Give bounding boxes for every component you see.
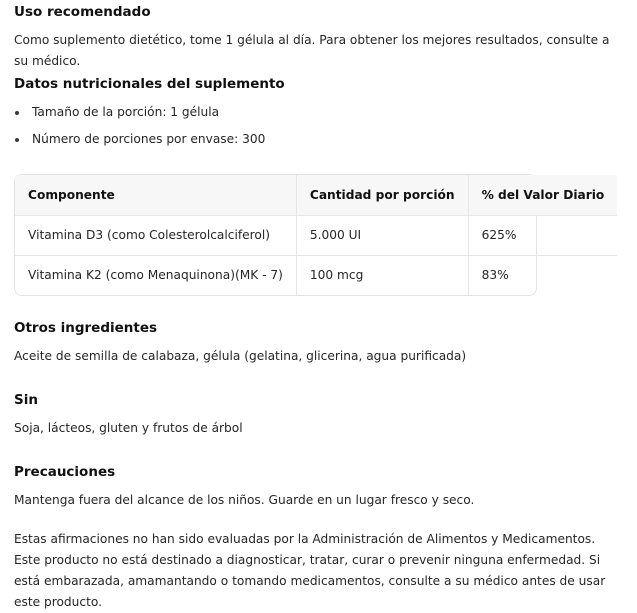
- section-title-otros-ingredientes: Otros ingredientes: [14, 320, 158, 336]
- list-item-servings-per-container: [14, 129, 265, 156]
- list-item-serving-size: [14, 102, 265, 129]
- nutrition-table: [15, 175, 617, 295]
- section-title-uso-recomendado: Uso recomendado: [14, 4, 151, 20]
- otros-ingredientes-text: Aceite de semilla de calabaza, gélula (gelatina, glicerina, agua purificada): [14, 349, 467, 363]
- section-title-sin: Sin: [14, 392, 38, 408]
- fda-disclaimer-text: Estas afirmaciones no han sido evaluadas por la Administración de Alimentos y Medicamentos. Este producto no está destinado a diagnosticar, tratar, curar o prevenir ninguna enfermedad. Si está embarazada, amamantando o tomando medicamentos, consulte a su médico antes de usar este producto.: [14, 532, 606, 609]
- table-cell-cantidad: 5.000 UI: [296, 215, 468, 255]
- column-header-valor-diario: % del Valor Diario: [481, 187, 605, 202]
- serving-size-text: Tamaño de la porción: 1 gélula: [32, 105, 220, 119]
- section-title-precauciones: Precauciones: [14, 464, 116, 480]
- bullet-icon: [15, 138, 19, 142]
- bullet-icon: [15, 111, 19, 115]
- table-cell-valor-diario: 625%: [481, 228, 517, 242]
- precauciones-text: Mantenga fuera del alcance de los niños. Guarde en un lugar fresco y seco.: [14, 493, 475, 507]
- serving-info-list: [14, 102, 265, 156]
- table-cell-valor-diario: 83%: [481, 268, 509, 283]
- uso-recomendado-text: Como suplemento dietético, tome 1 gélula al día. Para obtener los mejores resultados, consulte a su médico.: [14, 33, 610, 68]
- servings-per-container-text: Número de porciones por envase: 300: [32, 132, 266, 146]
- table-cell-cantidad: 100 mcg: [296, 255, 468, 295]
- table-cell-componente: Vitamina D3 (como Colesterolcalciferol): [15, 215, 296, 255]
- table-header-row: [15, 175, 617, 215]
- table-row: [15, 255, 617, 295]
- column-header-cantidad: Cantidad por porción: [296, 175, 468, 215]
- nutrition-table-container: [14, 174, 605, 296]
- column-header-componente: Componente: [15, 175, 296, 215]
- table-cell-componente: Vitamina K2 (como Menaquinona)(MK - 7): [15, 255, 296, 295]
- table-row: [15, 215, 617, 255]
- section-title-datos-nutricionales: Datos nutricionales del suplemento: [14, 76, 285, 92]
- sin-text: Soja, lácteos, gluten y frutos de árbol: [14, 421, 243, 435]
